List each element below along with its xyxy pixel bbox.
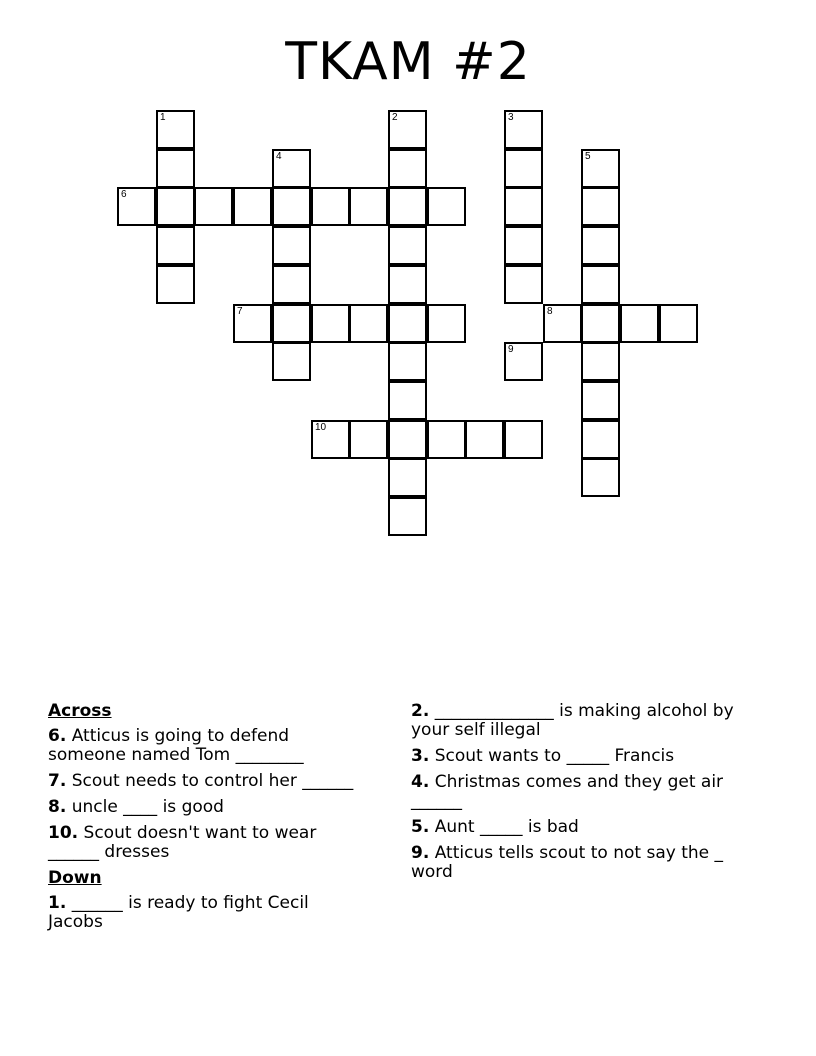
across-heading: Across [48,701,112,721]
clues-left-column [48,702,368,939]
grid-cell[interactable] [388,149,427,188]
grid-cell[interactable] [504,149,543,188]
grid-cell[interactable] [543,304,582,343]
clue-text: ______________ is making alcohol by your self illegal [411,701,734,740]
grid-cell[interactable] [156,187,195,226]
clue-across-10 [48,824,368,862]
grid-cell[interactable] [388,265,427,304]
grid-cell[interactable] [388,226,427,265]
grid-cell[interactable] [388,420,427,459]
cell-number: 5 [585,151,591,162]
grid-cell[interactable] [272,226,311,265]
grid-cell[interactable] [504,420,543,459]
grid-cell[interactable] [581,149,620,188]
clue-text: Christmas comes and they get air ______ [411,772,724,811]
grid-cell[interactable] [311,187,350,226]
grid-cell[interactable] [427,420,466,459]
grid-cell[interactable] [194,187,233,226]
clues-right-column [411,702,761,889]
clue-down-2 [411,702,761,740]
cell-number: 7 [237,306,243,317]
clue-down-5 [411,818,761,837]
grid-cell[interactable] [349,187,388,226]
grid-cell[interactable] [117,187,156,226]
grid-cell[interactable] [233,304,272,343]
page-title: TKAM #2 [285,32,531,92]
grid-cell[interactable] [427,304,466,343]
grid-cell[interactable] [504,265,543,304]
grid-cell[interactable] [272,342,311,381]
clue-down-4 [411,773,761,811]
clue-across-7 [48,772,368,791]
grid-cell[interactable] [156,265,195,304]
cell-number: 1 [160,112,166,123]
clue-number: 9. [411,843,430,863]
clue-text: Scout wants to _____ Francis [429,746,675,766]
cell-number: 8 [547,306,553,317]
grid-cell[interactable] [388,381,427,420]
clue-number: 4. [411,772,430,792]
clue-number: 5. [411,817,430,837]
clue-across-8 [48,798,368,817]
grid-cell[interactable] [581,265,620,304]
grid-cell[interactable] [156,110,195,149]
grid-cell[interactable] [581,342,620,381]
grid-cell[interactable] [504,110,543,149]
grid-cell[interactable] [388,304,427,343]
grid-cell[interactable] [311,304,350,343]
clue-text: Aunt _____ is bad [429,817,579,837]
grid-cell[interactable] [620,304,659,343]
grid-cell[interactable] [349,304,388,343]
clue-number: 3. [411,746,430,766]
grid-cell[interactable] [581,458,620,497]
clue-number: 2. [411,701,430,721]
grid-cell[interactable] [581,187,620,226]
cell-number: 3 [508,112,514,123]
clue-number: 1. [48,893,67,913]
clue-text: Scout needs to control her ______ [66,771,354,791]
grid-cell[interactable] [272,304,311,343]
grid-cell[interactable] [581,226,620,265]
clue-text: ______ is ready to fight Cecil Jacobs [48,893,309,932]
grid-cell[interactable] [388,187,427,226]
grid-cell[interactable] [388,110,427,149]
grid-cell[interactable] [581,420,620,459]
grid-cell[interactable] [465,420,504,459]
clue-text: uncle ____ is good [66,797,224,817]
cell-number: 9 [508,344,514,355]
grid-cell[interactable] [388,497,427,536]
clue-text: Scout doesn't want to wear ______ dresses [48,823,317,862]
clue-down-3 [411,747,761,766]
clue-down-9 [411,844,761,882]
clue-across-6 [48,727,368,765]
grid-cell[interactable] [581,381,620,420]
grid-cell[interactable] [659,304,698,343]
grid-cell[interactable] [311,420,350,459]
down-heading: Down [48,868,102,888]
grid-cell[interactable] [156,149,195,188]
grid-cell[interactable] [427,187,466,226]
grid-cell[interactable] [272,265,311,304]
cell-number: 4 [276,151,282,162]
cell-number: 10 [315,422,327,433]
grid-cell[interactable] [272,149,311,188]
grid-cell[interactable] [156,226,195,265]
clue-number: 8. [48,797,67,817]
clue-text: Atticus tells scout to not say the _ word [411,843,724,882]
grid-cell[interactable] [504,226,543,265]
cell-number: 2 [392,112,398,123]
grid-cell[interactable] [272,187,311,226]
grid-cell[interactable] [504,342,543,381]
grid-cell[interactable] [504,187,543,226]
grid-cell[interactable] [349,420,388,459]
clue-text: Atticus is going to defend someone named Tom ________ [48,726,304,765]
grid-cell[interactable] [233,187,272,226]
clue-down-1 [48,894,368,932]
clue-number: 10. [48,823,79,843]
grid-cell[interactable] [581,304,620,343]
cell-number: 6 [121,189,127,200]
grid-cell[interactable] [388,458,427,497]
grid-cell[interactable] [388,342,427,381]
clue-number: 6. [48,726,67,746]
clue-number: 7. [48,771,67,791]
